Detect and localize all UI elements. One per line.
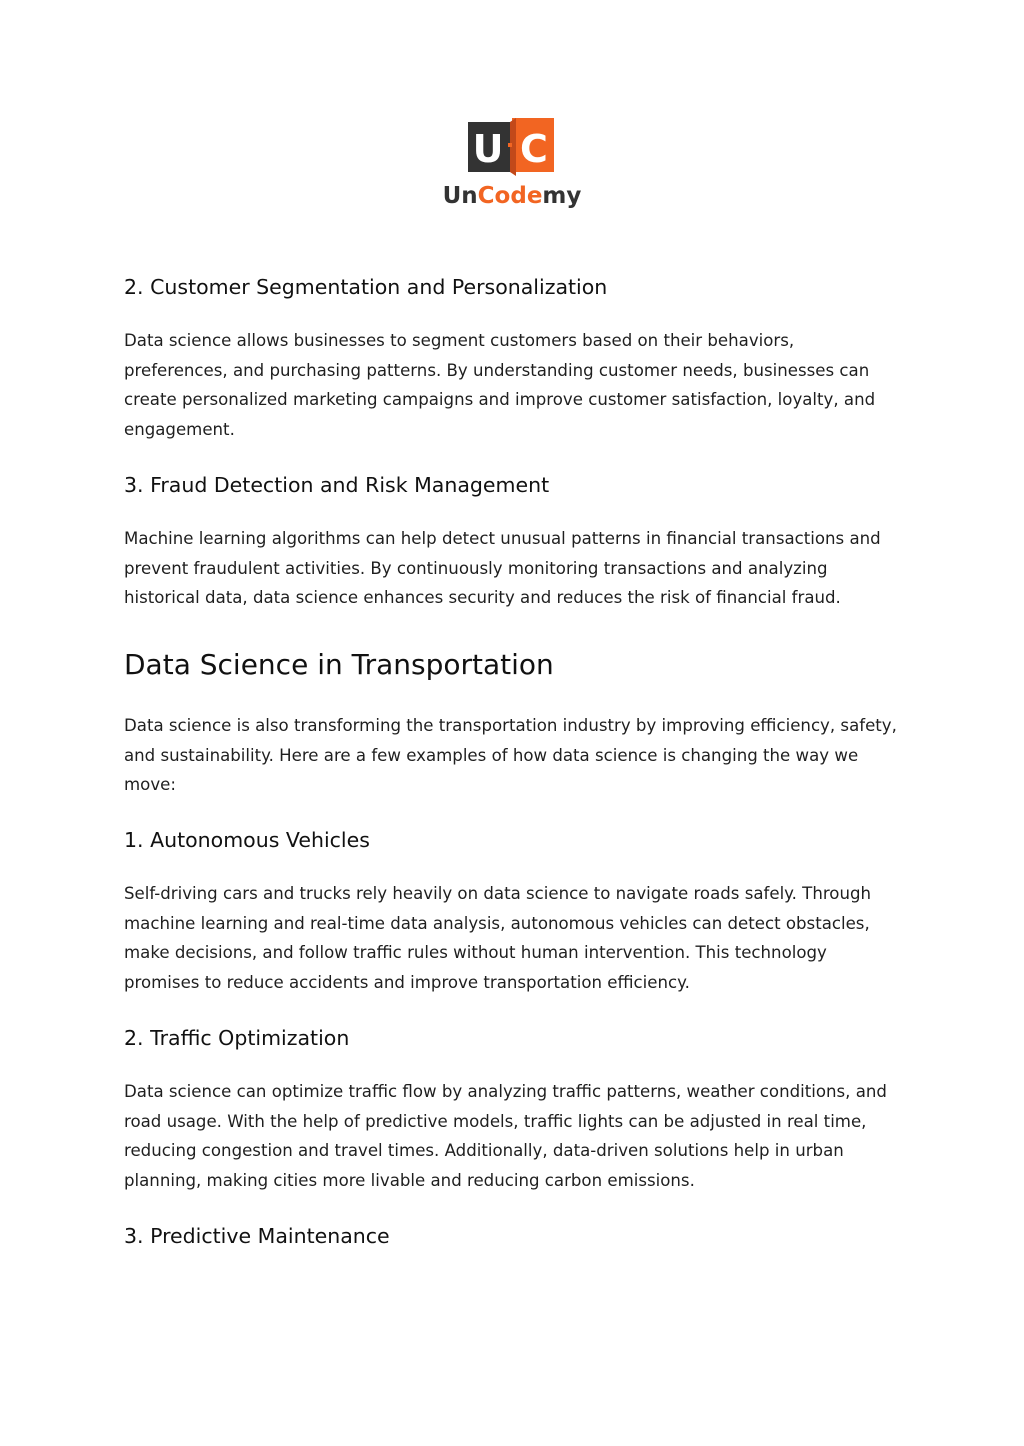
text-line: Data science allows businesses to segment customers based on their behaviors, — [124, 331, 795, 350]
heading-autonomous-vehicles: 1. Autonomous Vehicles — [124, 828, 370, 852]
text-line: planning, making cities more livable and reducing carbon emissions. — [124, 1170, 695, 1190]
paragraph-transportation — [124, 711, 897, 800]
logo-word-un: Un — [442, 183, 478, 209]
text-line: preferences, and purchasing patterns. By understanding customer needs, businesses can — [124, 360, 870, 380]
heading-traffic-optimization: 2. Traffic Optimization — [124, 1026, 350, 1050]
text-line: Data science is also transforming the transportation industry by improving efficiency, safety, — [124, 716, 897, 735]
text-line: move: — [124, 775, 176, 795]
paragraph-customer-segmentation — [124, 326, 875, 444]
text-line: promises to reduce accidents and improve transportation efficiency. — [124, 972, 690, 992]
uncodemy-logo — [440, 118, 584, 213]
text-line: Data science can optimize traffic flow by analyzing traffic patterns, weather conditions, and — [124, 1082, 887, 1101]
paragraph-traffic-optimization — [124, 1077, 887, 1195]
logo-word-my: my — [542, 183, 582, 209]
heading-fraud-detection: 3. Fraud Detection and Risk Management — [124, 473, 550, 497]
heading-customer-segmentation: 2. Customer Segmentation and Personalization — [124, 275, 608, 299]
text-line: and sustainability. Here are a few examples of how data science is changing the way we — [124, 745, 859, 765]
heading-predictive-maintenance: 3. Predictive Maintenance — [124, 1224, 390, 1248]
logo-mark-left: U — [472, 127, 504, 171]
heading-transportation: Data Science in Transportation — [124, 648, 554, 681]
uncodemy-logo-mark — [468, 118, 554, 176]
text-line: create personalized marketing campaigns and improve customer satisfaction, loyalty, and — [124, 390, 876, 410]
logo-mark-right: C — [520, 127, 548, 171]
text-line: Machine learning algorithms can help detect unusual patterns in financial transactions and — [124, 529, 881, 548]
logo-wordmark — [440, 181, 584, 211]
text-line: reducing congestion and travel times. Additionally, data-driven solutions help in urban — [124, 1141, 844, 1161]
logo-word-code: Code — [477, 183, 543, 209]
text-line: machine learning and real-time data analysis, autonomous vehicles can detect obstacles, — [124, 913, 870, 933]
text-line: engagement. — [124, 419, 235, 439]
text-line: road usage. With the help of predictive models, traffic lights can be adjusted in real time, — [124, 1111, 867, 1131]
text-line: prevent fraudulent activities. By continuously monitoring transactions and analyzing — [124, 558, 828, 578]
text-line: make decisions, and follow traffic rules without human intervention. This technology — [124, 943, 827, 963]
text-line: Self-driving cars and trucks rely heavily on data science to navigate roads safely. Through — [124, 884, 872, 903]
paragraph-autonomous-vehicles — [124, 879, 871, 997]
paragraph-fraud-detection — [124, 524, 881, 613]
text-line: historical data, data science enhances security and reduces the risk of financial fraud. — [124, 588, 841, 608]
